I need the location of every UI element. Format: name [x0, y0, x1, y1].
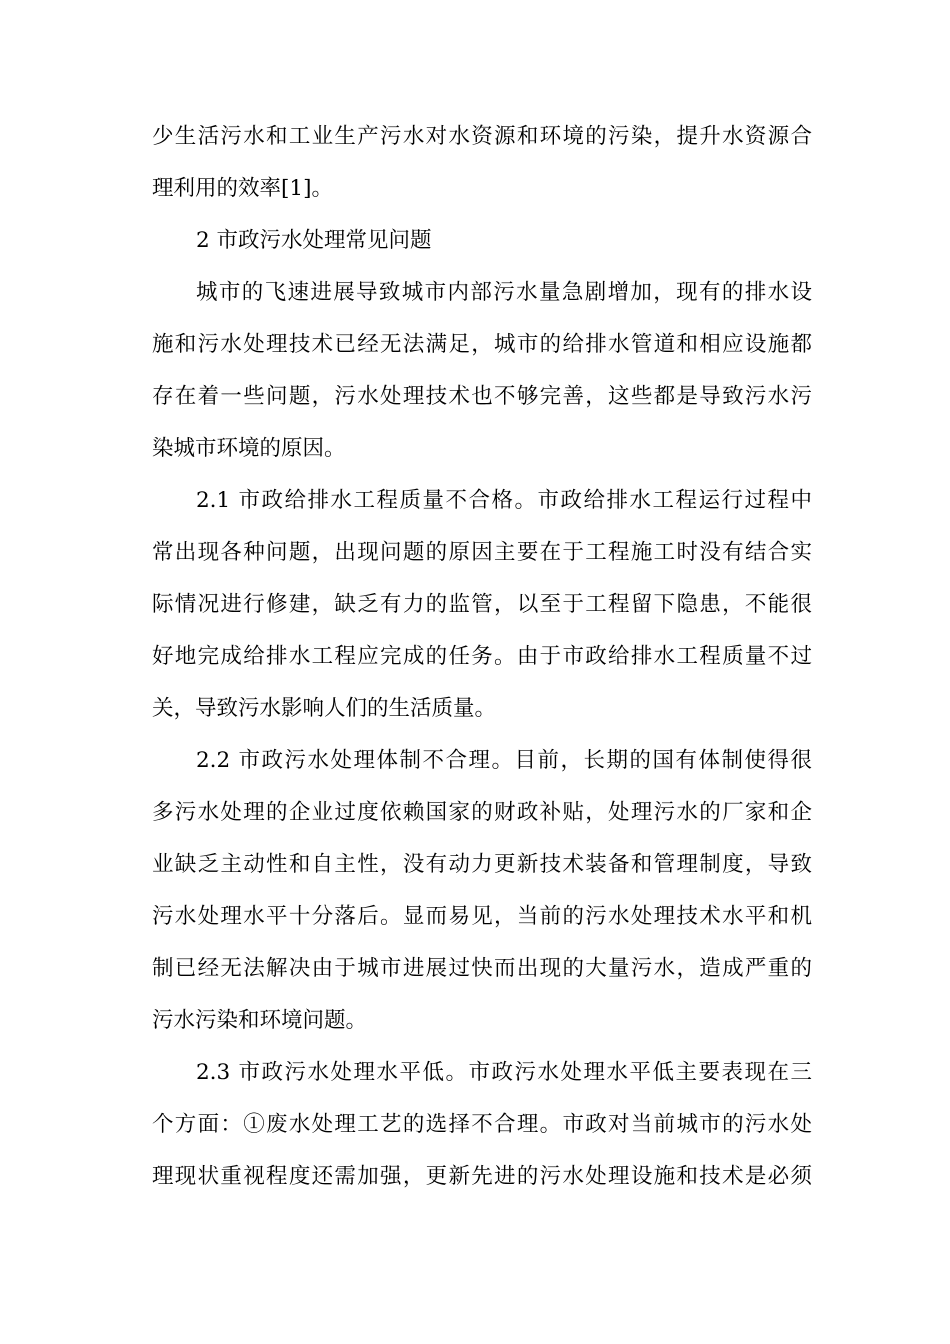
- body-text-line: 理现状重视程度还需加强，更新先进的污水处理设施和技术是必须: [152, 1164, 812, 1189]
- body-text-line: 制已经无法解决由于城市进展过快而出现的大量污水，造成严重的: [152, 956, 812, 981]
- body-text-line: 常出现各种问题，出现问题的原因主要在于工程施工时没有结合实: [152, 540, 812, 565]
- body-text-line: 个方面：①废水处理工艺的选择不合理。市政对当前城市的污水处: [152, 1112, 812, 1137]
- section-heading: 2 市政污水处理常见问题: [196, 228, 432, 253]
- body-text-line: 施和污水处理技术已经无法满足，城市的给排水管道和相应设施都: [152, 332, 812, 357]
- body-text-line: 理利用的效率[1]。: [152, 176, 333, 201]
- body-text-line: 2.1 市政给排水工程质量不合格。市政给排水工程运行过程中: [196, 488, 812, 513]
- body-text-line: 污水处理水平十分落后。显而易见，当前的污水处理技术水平和机: [152, 904, 812, 929]
- body-text-line: 好地完成给排水工程应完成的任务。由于市政给排水工程质量不过: [152, 644, 812, 669]
- body-text-line: 2.2 市政污水处理体制不合理。目前，长期的国有体制使得很: [196, 748, 812, 773]
- body-text-line: 染城市环境的原因。: [152, 436, 346, 461]
- body-text-line: 际情况进行修建，缺乏有力的监管，以至于工程留下隐患，不能很: [152, 592, 812, 617]
- body-text-line: 污水污染和环境问题。: [152, 1008, 368, 1033]
- body-text-line: 2.3 市政污水处理水平低。市政污水处理水平低主要表现在三: [196, 1060, 812, 1085]
- body-text-line: 关，导致污水影响人们的生活质量。: [152, 696, 497, 721]
- body-text-line: 存在着一些问题，污水处理技术也不够完善，这些都是导致污水污: [152, 384, 812, 409]
- body-text-line: 多污水处理的企业过度依赖国家的财政补贴，处理污水的厂家和企: [152, 800, 812, 825]
- body-text-line: 业缺乏主动性和自主性，没有动力更新技术装备和管理制度，导致: [152, 852, 812, 877]
- body-text-line: 城市的飞速进展导致城市内部污水量急剧增加，现有的排水设: [196, 280, 812, 305]
- body-text-line: 少生活污水和工业生产污水对水资源和环境的污染，提升水资源合: [152, 124, 812, 149]
